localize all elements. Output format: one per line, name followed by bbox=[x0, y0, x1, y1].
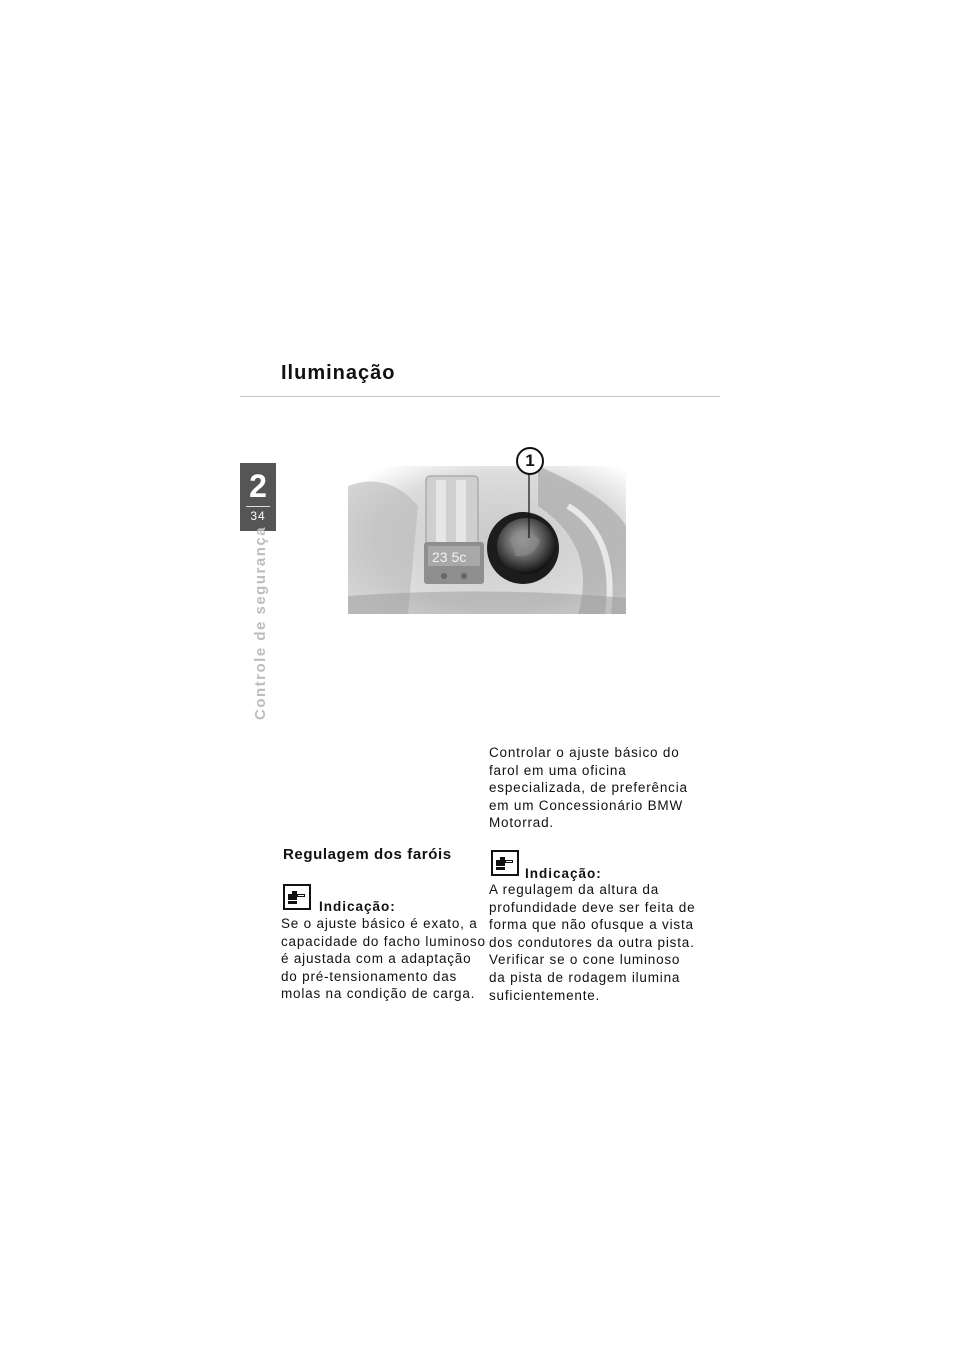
section-heading: Regulagem dos faróis bbox=[283, 846, 452, 863]
note-label-left: Indicação: bbox=[319, 899, 396, 914]
chapter-number: 2 bbox=[249, 468, 267, 504]
headlight-adjuster-photo bbox=[348, 466, 626, 614]
section-label: Controle de segurança bbox=[252, 525, 269, 720]
svg-text:23 5c: 23 5c bbox=[432, 549, 467, 565]
note-text-right: A regulagem da altura da profundidade deve ser feita de forma que não ofusque a vista dos condutores da outra pista. Verificar se o cone luminoso da pista de rodagem ilumina suficientemente. bbox=[489, 882, 696, 1003]
intro-paragraph: Controlar o ajuste básico do farol em uma oficina especializada, de preferência em um Concessionário BMW Motorrad. bbox=[489, 745, 688, 831]
note-hand-icon bbox=[283, 884, 311, 910]
chapter-divider bbox=[246, 506, 270, 507]
page-number: 34 bbox=[250, 509, 266, 523]
note-hand-icon bbox=[491, 850, 519, 876]
header-divider bbox=[240, 396, 720, 397]
callout-1: 1 bbox=[516, 447, 544, 475]
note-text-left: Se o ajuste básico é exato, a capacidade do facho luminoso é ajustada com a adaptação do pré-tensionamento das molas na condição de carga. bbox=[281, 916, 486, 1002]
note-label-right: Indicação: bbox=[525, 866, 602, 881]
page-title: Iluminação bbox=[281, 362, 396, 384]
